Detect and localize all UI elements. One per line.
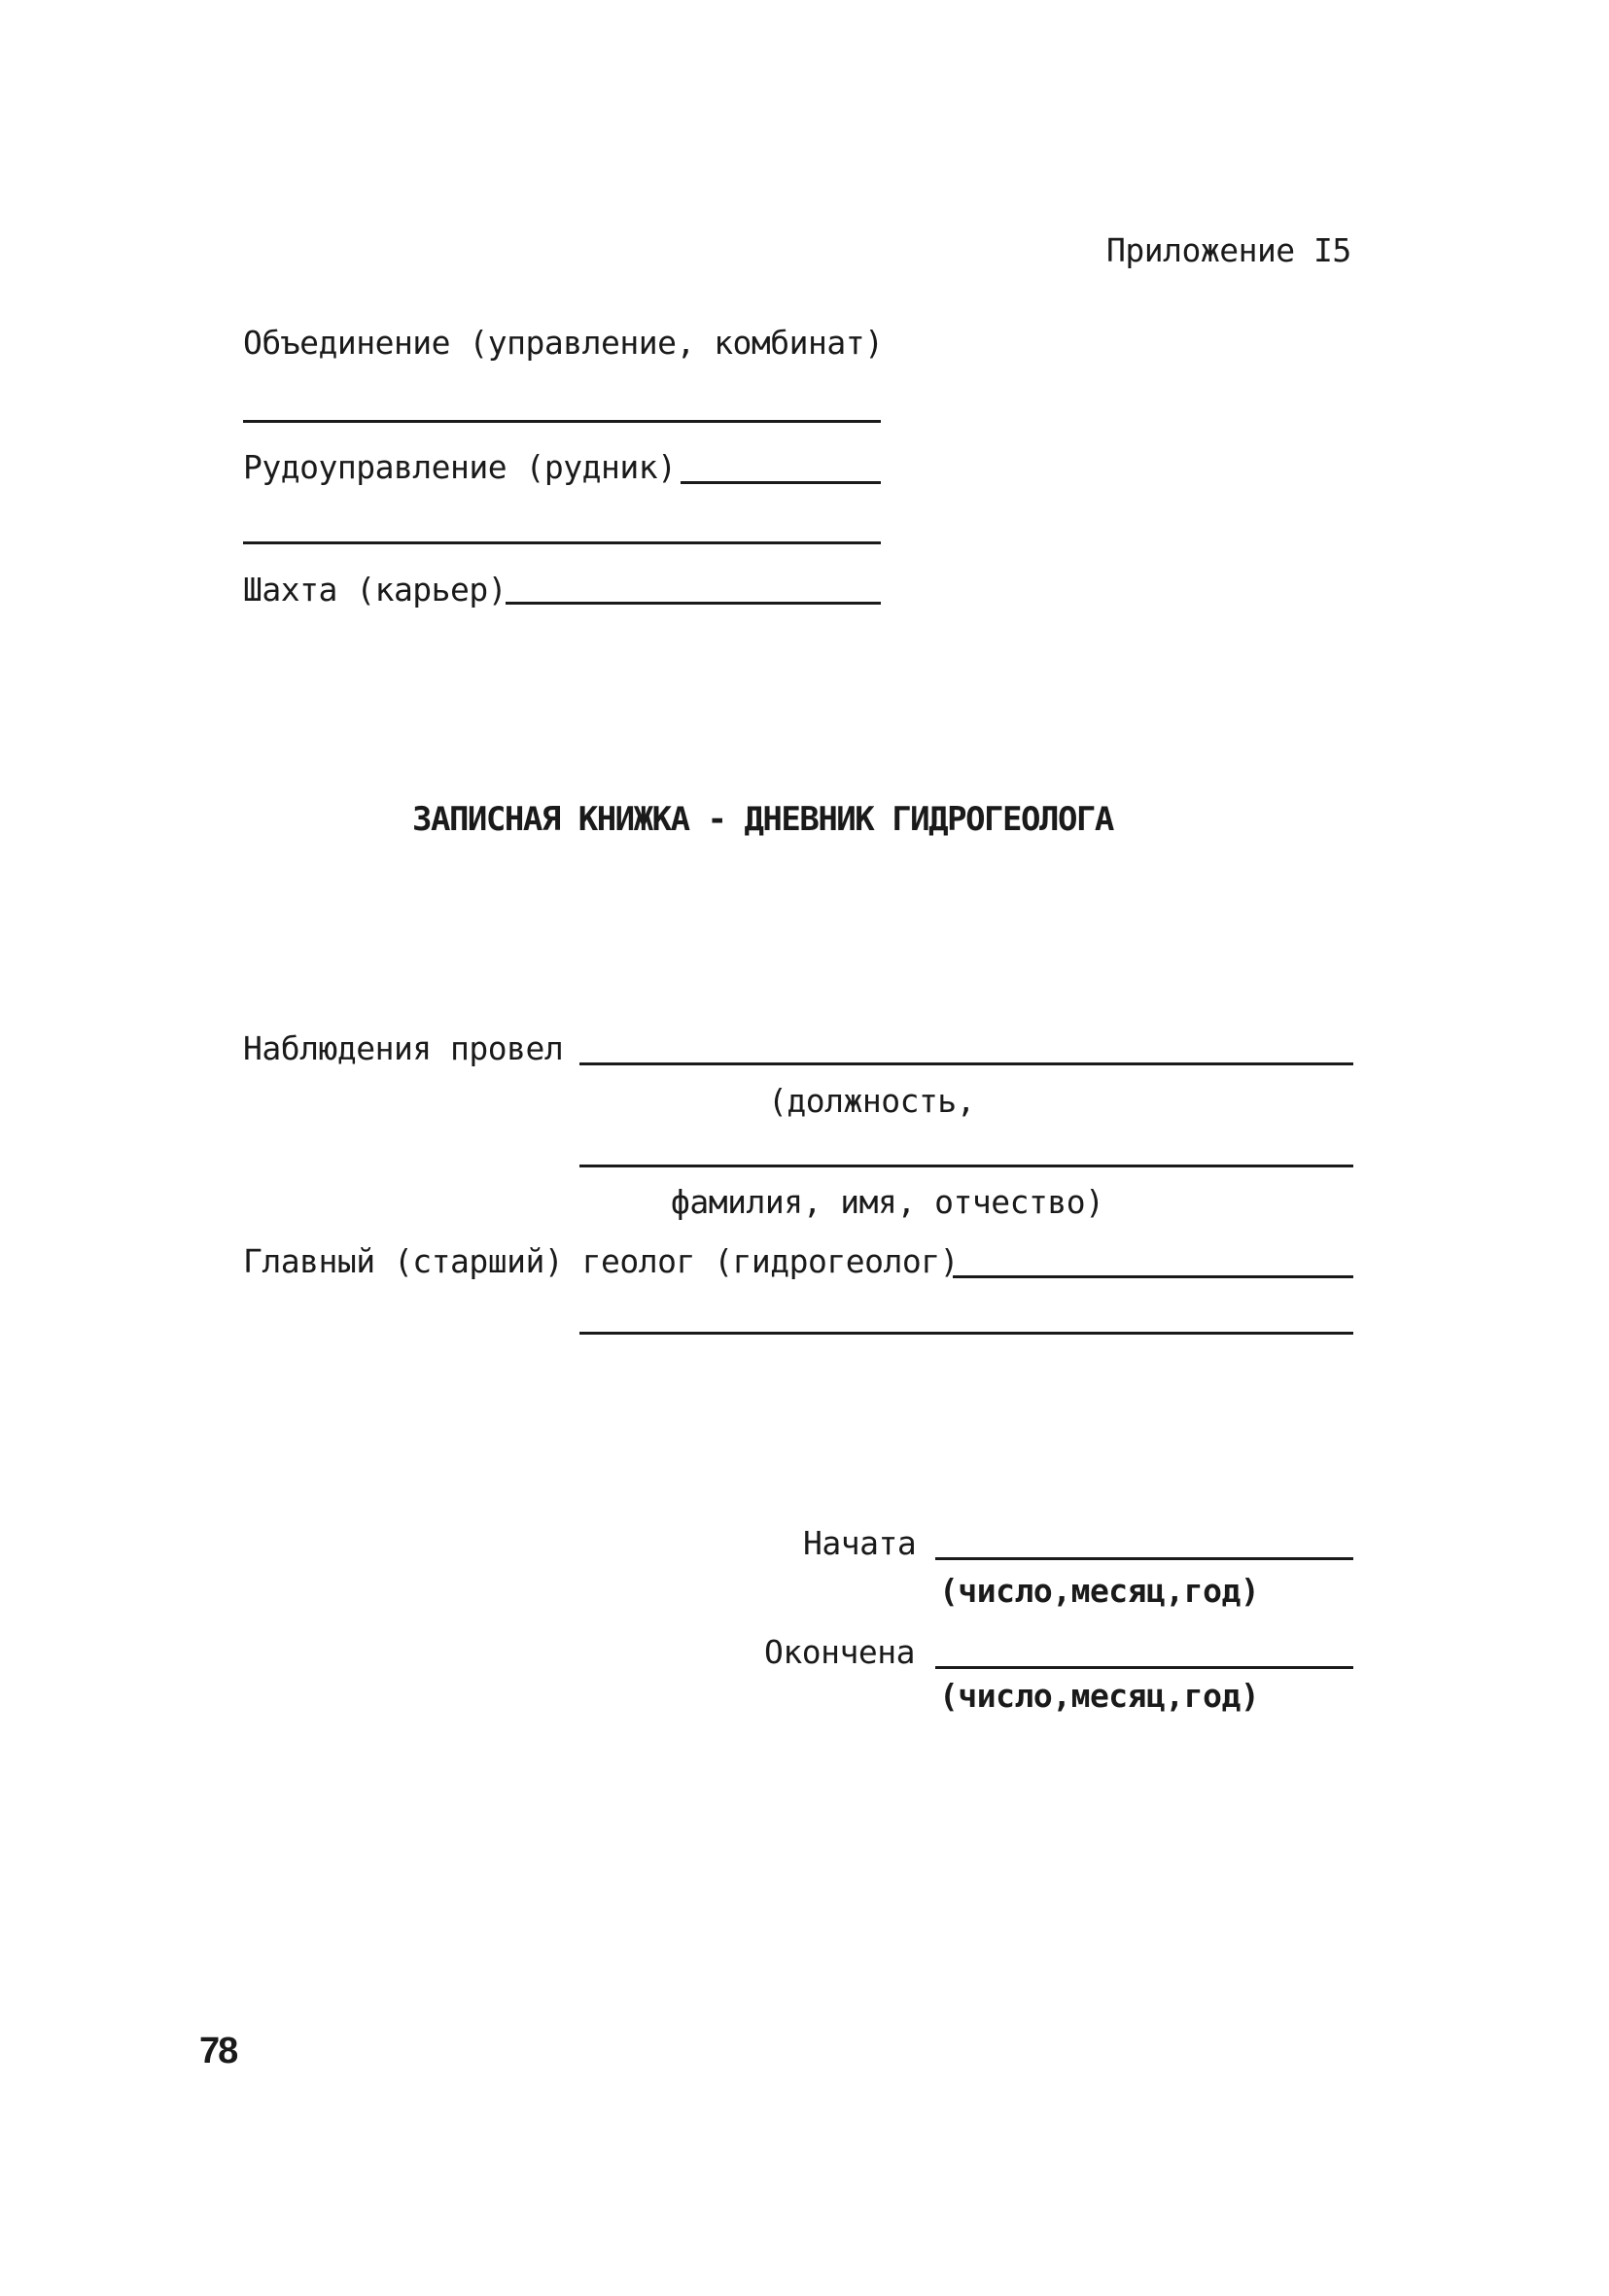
appendix-label: Приложение I5 — [1106, 231, 1351, 269]
shaft-label: Шахта (карьер) — [243, 571, 507, 609]
association-label: Объединение (управление, комбинат) — [243, 324, 884, 362]
finished-caption: (число,месяц,год) — [939, 1677, 1260, 1715]
observer-name-caption: фамилия, имя, отчество) — [671, 1183, 1104, 1221]
mine-management-field-line[interactable] — [681, 481, 881, 484]
chief-geologist-line[interactable] — [953, 1275, 1353, 1278]
observer-label: Наблюдения провел — [243, 1029, 564, 1067]
finished-date-line[interactable] — [935, 1666, 1353, 1669]
page-number: 78 — [199, 2031, 237, 2071]
started-date-line[interactable] — [935, 1557, 1353, 1560]
started-caption: (число,месяц,год) — [939, 1572, 1260, 1610]
observer-position-line[interactable] — [579, 1062, 1353, 1065]
observer-position-caption: (должность, — [768, 1082, 976, 1120]
shaft-field-line[interactable] — [506, 602, 881, 605]
chief-geologist-line-2[interactable] — [579, 1332, 1353, 1335]
association-field-line[interactable] — [243, 420, 881, 423]
finished-label: Окончена — [764, 1633, 915, 1671]
document-title: ЗАПИСНАЯ КНИЖКА - ДНЕВНИК ГИДРОГЕОЛОГА — [412, 800, 1113, 839]
observer-name-line[interactable] — [579, 1165, 1353, 1167]
mine-management-field-line-2[interactable] — [243, 541, 881, 544]
chief-geologist-label: Главный (старший) геолог (гидрогеолог) — [243, 1242, 959, 1280]
mine-management-label: Рудоуправление (рудник) — [243, 448, 677, 486]
started-label: Начата — [803, 1524, 917, 1562]
